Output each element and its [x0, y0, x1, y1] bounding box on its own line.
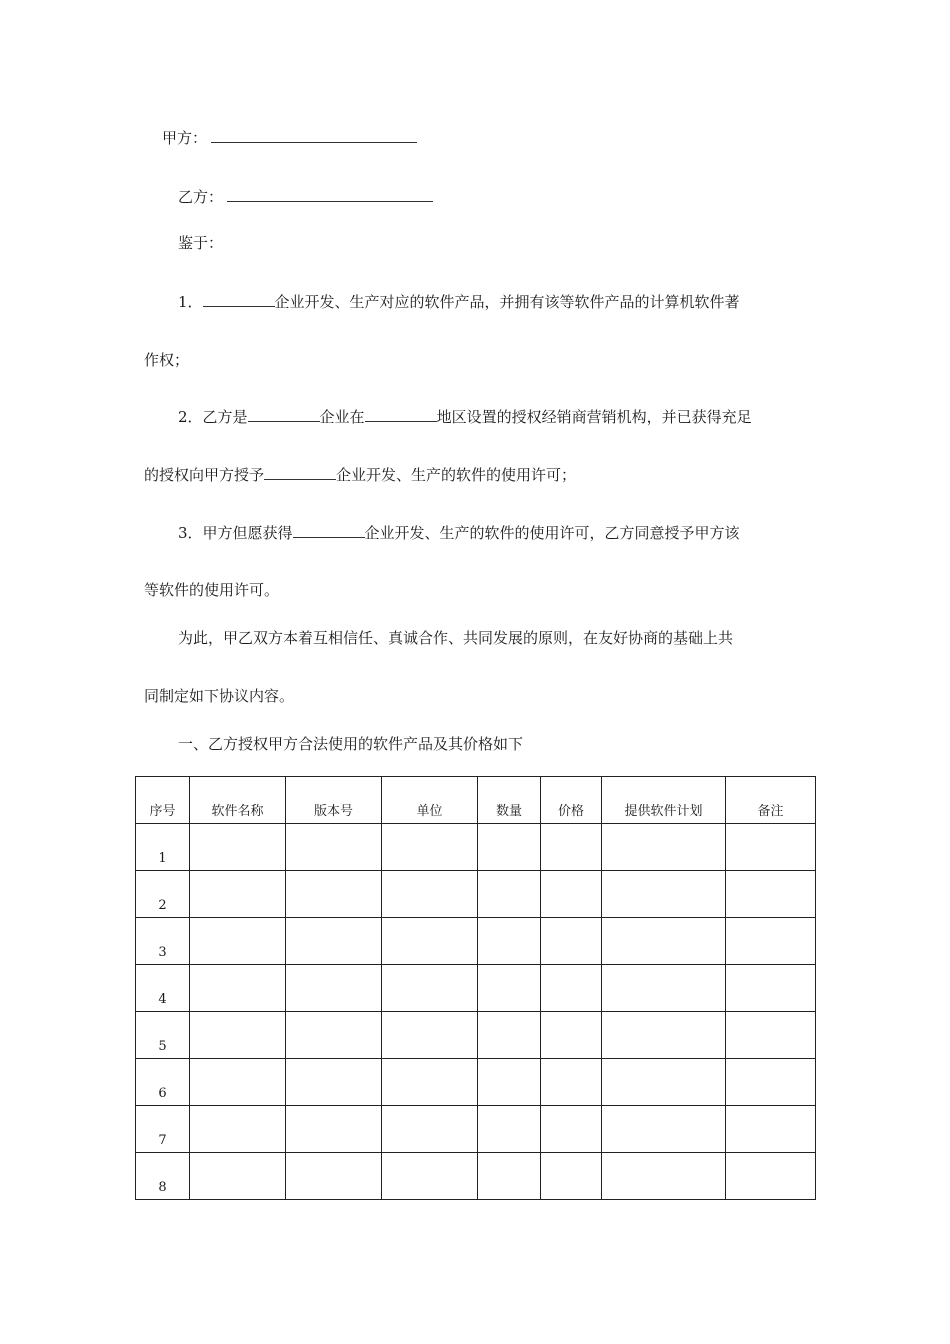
cell-remarks[interactable] [726, 1106, 816, 1153]
cell-remarks[interactable] [726, 918, 816, 965]
item-2-blank-3[interactable] [264, 465, 336, 480]
cell-software-name[interactable] [190, 824, 286, 871]
col-header-version: 版本号 [286, 777, 382, 824]
item-3 [178, 523, 740, 543]
cell-delivery-plan[interactable] [602, 1106, 726, 1153]
cell-unit[interactable] [382, 1106, 478, 1153]
cell-unit[interactable] [382, 824, 478, 871]
cell-remarks[interactable] [726, 1012, 816, 1059]
cell-software-name[interactable] [190, 1012, 286, 1059]
cell-version[interactable] [286, 871, 382, 918]
cell-remarks[interactable] [726, 824, 816, 871]
table-row [136, 1106, 816, 1153]
cell-software-name[interactable] [190, 1153, 286, 1200]
cell-unit[interactable] [382, 1059, 478, 1106]
cell-remarks[interactable] [726, 871, 816, 918]
closing-paragraph-line-1: 为此，甲乙双方本着互相信任、真诚合作、共同发展的原则，在友好协商的基础上共 [178, 629, 734, 647]
item-1 [178, 292, 740, 312]
cell-software-name[interactable] [190, 1106, 286, 1153]
cell-seq: 8 [136, 1153, 190, 1200]
whereas-heading: 鉴于： [178, 234, 224, 252]
party-a-label: 甲方： [162, 129, 208, 147]
cell-seq: 3 [136, 918, 190, 965]
cell-price[interactable] [541, 918, 602, 965]
cell-price[interactable] [541, 824, 602, 871]
col-header-software-name: 软件名称 [190, 777, 286, 824]
cell-delivery-plan[interactable] [602, 1012, 726, 1059]
item-2-blank-1[interactable] [248, 407, 320, 422]
cell-delivery-plan[interactable] [602, 1153, 726, 1200]
table-row [136, 965, 816, 1012]
item-1-text: 企业开发、生产对应的软件产品，并拥有该等软件产品的计算机软件著 [274, 293, 740, 311]
cell-quantity[interactable] [478, 965, 541, 1012]
item-2-mid-2: 地区设置的授权经销商营销机构，并已获得充足 [436, 408, 752, 426]
table-header-row [136, 777, 816, 824]
item-3-continuation: 等软件的使用许可。 [144, 581, 280, 599]
party-a-blank[interactable] [211, 128, 417, 143]
cell-price[interactable] [541, 1106, 602, 1153]
item-1-continuation: 作权； [144, 351, 190, 369]
table-row [136, 871, 816, 918]
party-b-label: 乙方： [178, 188, 224, 206]
item-3-prefix: 3．甲方但愿获得 [178, 524, 293, 542]
cell-quantity[interactable] [478, 1012, 541, 1059]
table-row [136, 1153, 816, 1200]
cell-unit[interactable] [382, 918, 478, 965]
cell-version[interactable] [286, 965, 382, 1012]
section-1-heading: 一、乙方授权甲方合法使用的软件产品及其价格如下 [178, 735, 524, 753]
cell-quantity[interactable] [478, 871, 541, 918]
item-2-prefix: 2．乙方是 [178, 408, 248, 426]
item-2-cont-b: 企业开发、生产的软件的使用许可； [336, 466, 577, 484]
cell-version[interactable] [286, 918, 382, 965]
software-price-table [135, 776, 816, 1200]
party-b-line [178, 187, 433, 207]
col-header-seq: 序号 [136, 777, 190, 824]
cell-unit[interactable] [382, 1153, 478, 1200]
cell-seq: 7 [136, 1106, 190, 1153]
cell-seq: 2 [136, 871, 190, 918]
closing-paragraph-line-2: 同制定如下协议内容。 [144, 687, 295, 705]
col-header-price: 价格 [541, 777, 602, 824]
cell-remarks[interactable] [726, 1059, 816, 1106]
cell-version[interactable] [286, 1059, 382, 1106]
item-2-blank-2[interactable] [365, 407, 437, 422]
cell-seq: 5 [136, 1012, 190, 1059]
cell-quantity[interactable] [478, 918, 541, 965]
item-2-mid-1: 企业在 [319, 408, 365, 426]
cell-unit[interactable] [382, 1012, 478, 1059]
cell-quantity[interactable] [478, 1153, 541, 1200]
cell-quantity[interactable] [478, 1059, 541, 1106]
cell-quantity[interactable] [478, 1106, 541, 1153]
cell-software-name[interactable] [190, 871, 286, 918]
cell-delivery-plan[interactable] [602, 1059, 726, 1106]
item-3-blank[interactable] [293, 523, 365, 538]
table-row [136, 824, 816, 871]
cell-version[interactable] [286, 1153, 382, 1200]
cell-remarks[interactable] [726, 1153, 816, 1200]
item-2 [178, 407, 752, 427]
cell-version[interactable] [286, 1012, 382, 1059]
party-a-line [162, 128, 417, 148]
cell-unit[interactable] [382, 871, 478, 918]
cell-seq: 6 [136, 1059, 190, 1106]
cell-version[interactable] [286, 824, 382, 871]
cell-software-name[interactable] [190, 965, 286, 1012]
col-header-unit: 单位 [382, 777, 478, 824]
cell-price[interactable] [541, 1012, 602, 1059]
cell-delivery-plan[interactable] [602, 824, 726, 871]
cell-software-name[interactable] [190, 1059, 286, 1106]
table-row [136, 1059, 816, 1106]
cell-delivery-plan[interactable] [602, 965, 726, 1012]
cell-delivery-plan[interactable] [602, 918, 726, 965]
table-row [136, 1012, 816, 1059]
cell-remarks[interactable] [726, 965, 816, 1012]
item-1-prefix: 1． [178, 293, 203, 311]
col-header-delivery-plan: 提供软件计划 [602, 777, 726, 824]
item-3-text: 企业开发、生产的软件的使用许可，乙方同意授予甲方该 [364, 524, 740, 542]
item-2-continuation [144, 465, 576, 485]
cell-price[interactable] [541, 1153, 602, 1200]
cell-delivery-plan[interactable] [602, 871, 726, 918]
cell-seq: 4 [136, 965, 190, 1012]
cell-seq: 1 [136, 824, 190, 871]
col-header-remarks: 备注 [726, 777, 816, 824]
cell-unit[interactable] [382, 965, 478, 1012]
cell-quantity[interactable] [478, 824, 541, 871]
item-1-blank[interactable] [203, 292, 275, 307]
cell-version[interactable] [286, 1106, 382, 1153]
table-row [136, 918, 816, 965]
cell-software-name[interactable] [190, 918, 286, 965]
cell-price[interactable] [541, 965, 602, 1012]
cell-price[interactable] [541, 871, 602, 918]
cell-price[interactable] [541, 1059, 602, 1106]
party-b-blank[interactable] [227, 187, 433, 202]
col-header-quantity: 数量 [478, 777, 541, 824]
item-2-cont-a: 的授权向甲方授予 [144, 466, 265, 484]
